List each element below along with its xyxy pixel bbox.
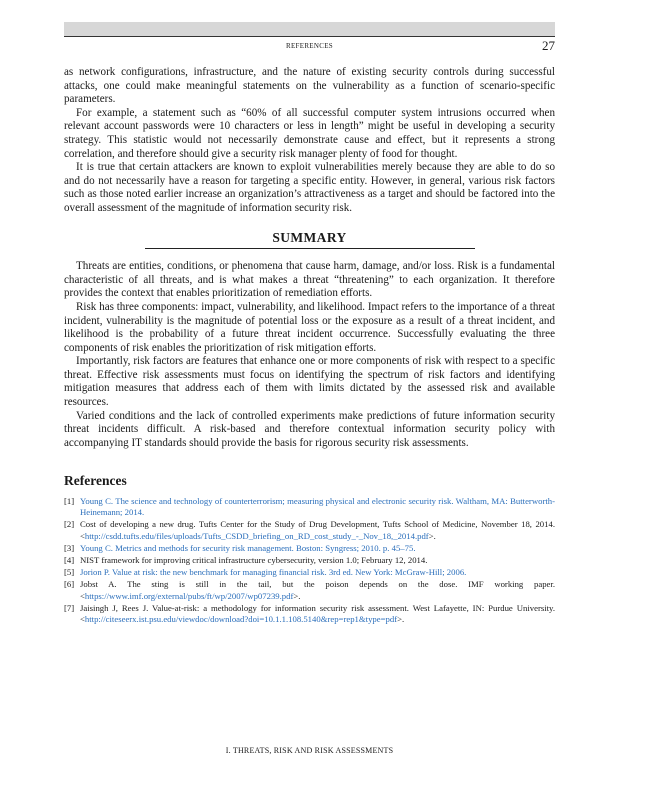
- reference-number: [4]: [64, 555, 75, 566]
- reference-link[interactable]: https://www.imf.org/external/pubs/ft/wp/2007/wp07239.pdf: [84, 590, 294, 601]
- reference-text-end: >.: [293, 590, 301, 601]
- reference-item: [64, 496, 555, 518]
- summary-paragraph: Risk has three components: impact, vulnerability, and likelihood. Impact refers to the importance of a threat incident, vulnerability is the magnitude of potential loss or the exposure as a result of a threat incident, and likelihood is the probability of a future threat incident occurrence. Successfully evaluating the three components of risk enables the prioritization of risk mitigation efforts.: [64, 300, 555, 354]
- reference-link[interactable]: http://csdd.tufts.edu/files/uploads/Tufts_CSDD_briefing_on_RD_cost_study_-_Nov_18,_2014.pdf: [84, 530, 429, 541]
- reference-number: [5]: [64, 567, 75, 578]
- reference-item: [64, 555, 555, 566]
- reference-text-end: >.: [397, 614, 405, 625]
- reference-item: [64, 603, 555, 625]
- page-header: [64, 36, 555, 57]
- body-paragraph: For example, a statement such as “60% of all successful computer system intrusions occurred when relevant account passwords were 10 characters or less in length” might be useful in developing a security strategy. This statistic would not necessarily demonstrate cause and effect, but it represents a strong correlation, and therefore should give a security risk manager plenty of food for thought.: [64, 106, 555, 160]
- reference-link[interactable]: Young C. The science and technology of counterterrorism; measuring physical and electronic security risk. Waltham, MA: Butterworth-Heinemann; 2014.: [80, 496, 555, 518]
- running-head: REFERENCES: [286, 42, 333, 50]
- reference-item: [64, 567, 555, 578]
- reference-link[interactable]: Jorion P. Value at risk: the new benchmark for managing financial risk. 3rd ed. New York: McGraw-Hill; 2006.: [80, 567, 467, 578]
- reference-link[interactable]: http://citeseerx.ist.psu.edu/viewdoc/download?doi=10.1.1.108.5140&rep=rep1&type=pdf: [84, 614, 398, 625]
- summary-rule: [145, 248, 475, 249]
- reference-item: [64, 579, 555, 601]
- reference-number: [6]: [64, 579, 75, 590]
- summary-paragraph: Importantly, risk factors are features that enhance one or more components of risk with respect to a specific threat. Effective risk assessments must focus on identifying the spectrum of risk factors and identifying mitigation measures that address each of them with limits dictated by the assessed risk and available resources.: [64, 355, 555, 409]
- reference-text: Jobst A. The sting is still in the tail, but the poison depends on the dose. IMF working paper. <: [80, 579, 555, 601]
- reference-text: Jaisingh J, Rees J. Value-at-risk: a methodology for information security risk assessment. West Lafayette, IN: Purdue University. <: [80, 602, 555, 625]
- reference-text: NIST framework for improving critical infrastructure cybersecurity, version 1.0; February 12, 2014.: [80, 555, 428, 566]
- reference-number: [3]: [64, 542, 75, 553]
- reference-number: [7]: [64, 602, 75, 613]
- summary-heading: SUMMARY: [272, 229, 347, 245]
- reference-list: [64, 496, 555, 625]
- reference-number: [1]: [64, 496, 75, 507]
- body-paragraph: as network configurations, infrastructure, and the nature of existing security controls during successful attacks, one could make meaningful statements on the vulnerability as a function of scenario-specific parameters.: [64, 66, 555, 106]
- reference-link[interactable]: Young C. Metrics and methods for security risk management. Boston: Syngress; 2010. p. 45–75.: [80, 542, 416, 553]
- reference-text: Cost of developing a new drug. Tufts Center for the Study of Drug Development, Tufts School of Medicine, November 18, 2014. <: [80, 519, 555, 541]
- reference-item: [64, 519, 555, 541]
- reference-number: [2]: [64, 519, 75, 530]
- header-band: [64, 22, 555, 36]
- body-paragraph: It is true that certain attackers are known to exploit vulnerabilities merely because they are able to do so and do not necessarily have a reason for targeting a specific entity. However, in general, various risk factors such as those noted earlier increase an organization’s attractiveness as a target and should be factored into the overall assessment of the magnitude of information security risk.: [64, 161, 555, 214]
- page-number: 27: [542, 38, 555, 53]
- summary-paragraph: Threats are entities, conditions, or phenomena that cause harm, damage, and/or loss. Risk is a fundamental characteristic of all threats, and is what makes a threat “threatening” to each organization. It therefore provides the context that enables prioritization of remediation efforts.: [64, 260, 555, 300]
- reference-text-end: >.: [428, 530, 436, 541]
- summary-paragraph: Varied conditions and the lack of controlled experiments make predictions of future information security threat incidents difficult. A risk-based and therefore contextual information security policy with accompanying IT standards should provide the basis for rigorous security risk assessments.: [64, 409, 555, 449]
- reference-item: [64, 543, 555, 554]
- page-footer: I. THREATS, RISK AND RISK ASSESSMENTS: [225, 746, 394, 755]
- page-content: [64, 66, 555, 626]
- references-heading: References: [64, 473, 127, 489]
